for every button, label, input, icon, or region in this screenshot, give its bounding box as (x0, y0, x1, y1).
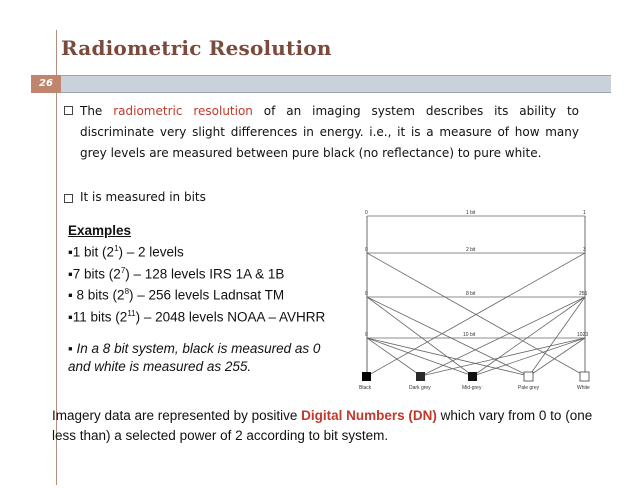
examples-box (68, 222, 330, 376)
definition-pre: The (80, 104, 114, 118)
row-label: 8 bit (466, 291, 476, 297)
row-left-value: 0 (365, 332, 368, 338)
example-item: ▪ 8 bits $(2^8) - 256$ levels Ladnsat TM (68, 287, 285, 303)
dark-grey-swatch (416, 372, 425, 381)
row-left-value: 0 (365, 247, 368, 253)
row-label: 2 bit (466, 247, 476, 253)
examples-heading: Examples (68, 223, 132, 238)
bullet-measured-in-bits: It is measured in bits (80, 190, 206, 204)
row-left-value: 0 (365, 210, 368, 216)
black-swatch (362, 372, 371, 381)
bullet-box-icon (64, 106, 73, 115)
scale-label: Mid-grey (462, 385, 482, 391)
row-right-value: 255 (579, 291, 588, 297)
mid-grey-swatch (468, 372, 477, 381)
definition-post: of an imaging system describes its ability to discriminate very slight differences in energy. i.e., it is a measure of how many grey levels are measured between pure black (no reflectance) to pure white. (80, 104, 579, 160)
row-left-value: 0 (365, 291, 368, 297)
scale-label: Dark grey (409, 385, 431, 391)
row-label: 1 bit (466, 210, 476, 216)
bullet-box-icon (64, 194, 73, 203)
page-number: 26 (31, 75, 61, 93)
scale-label: White (577, 385, 590, 391)
bit-levels-diagram (355, 208, 617, 396)
dn-pre: Imagery data are represented by positive (52, 408, 302, 423)
example-item: ▪1 bit $(2^1) - 2$ levels (68, 244, 184, 260)
white-swatch (580, 372, 589, 381)
example-item: ▪11 bits $(2^{11}) - 2048$ levels NOAA – AVHRR (68, 308, 326, 324)
scale-label: Black (359, 385, 372, 391)
header-band (56, 75, 611, 93)
dn-explanation (52, 406, 612, 446)
example-note: ▪ In a 8 bit system, black is measured as 0 and white is measured as 255. (68, 341, 321, 374)
row-right-value: 1 (583, 210, 586, 216)
row-right-value: 3 (583, 247, 586, 253)
scale-label: Pale grey (518, 385, 540, 391)
dn-highlight: Digital Numbers (DN) (301, 408, 437, 423)
dn-post: which vary from 0 to (one less than) a selected power of 2 according to bit system. (52, 408, 593, 443)
bullet-resolution-definition (80, 101, 579, 164)
slide-title: Radiometric Resolution (61, 36, 332, 60)
example-item: ▪7 bits $(2^7) - 128$ levels IRS 1A & 1B (68, 265, 285, 281)
definition-highlight: radiometric resolution (113, 104, 253, 118)
pale-grey-swatch (524, 372, 533, 381)
row-right-value: 1023 (577, 332, 589, 338)
row-label: 10 bit (463, 332, 476, 338)
